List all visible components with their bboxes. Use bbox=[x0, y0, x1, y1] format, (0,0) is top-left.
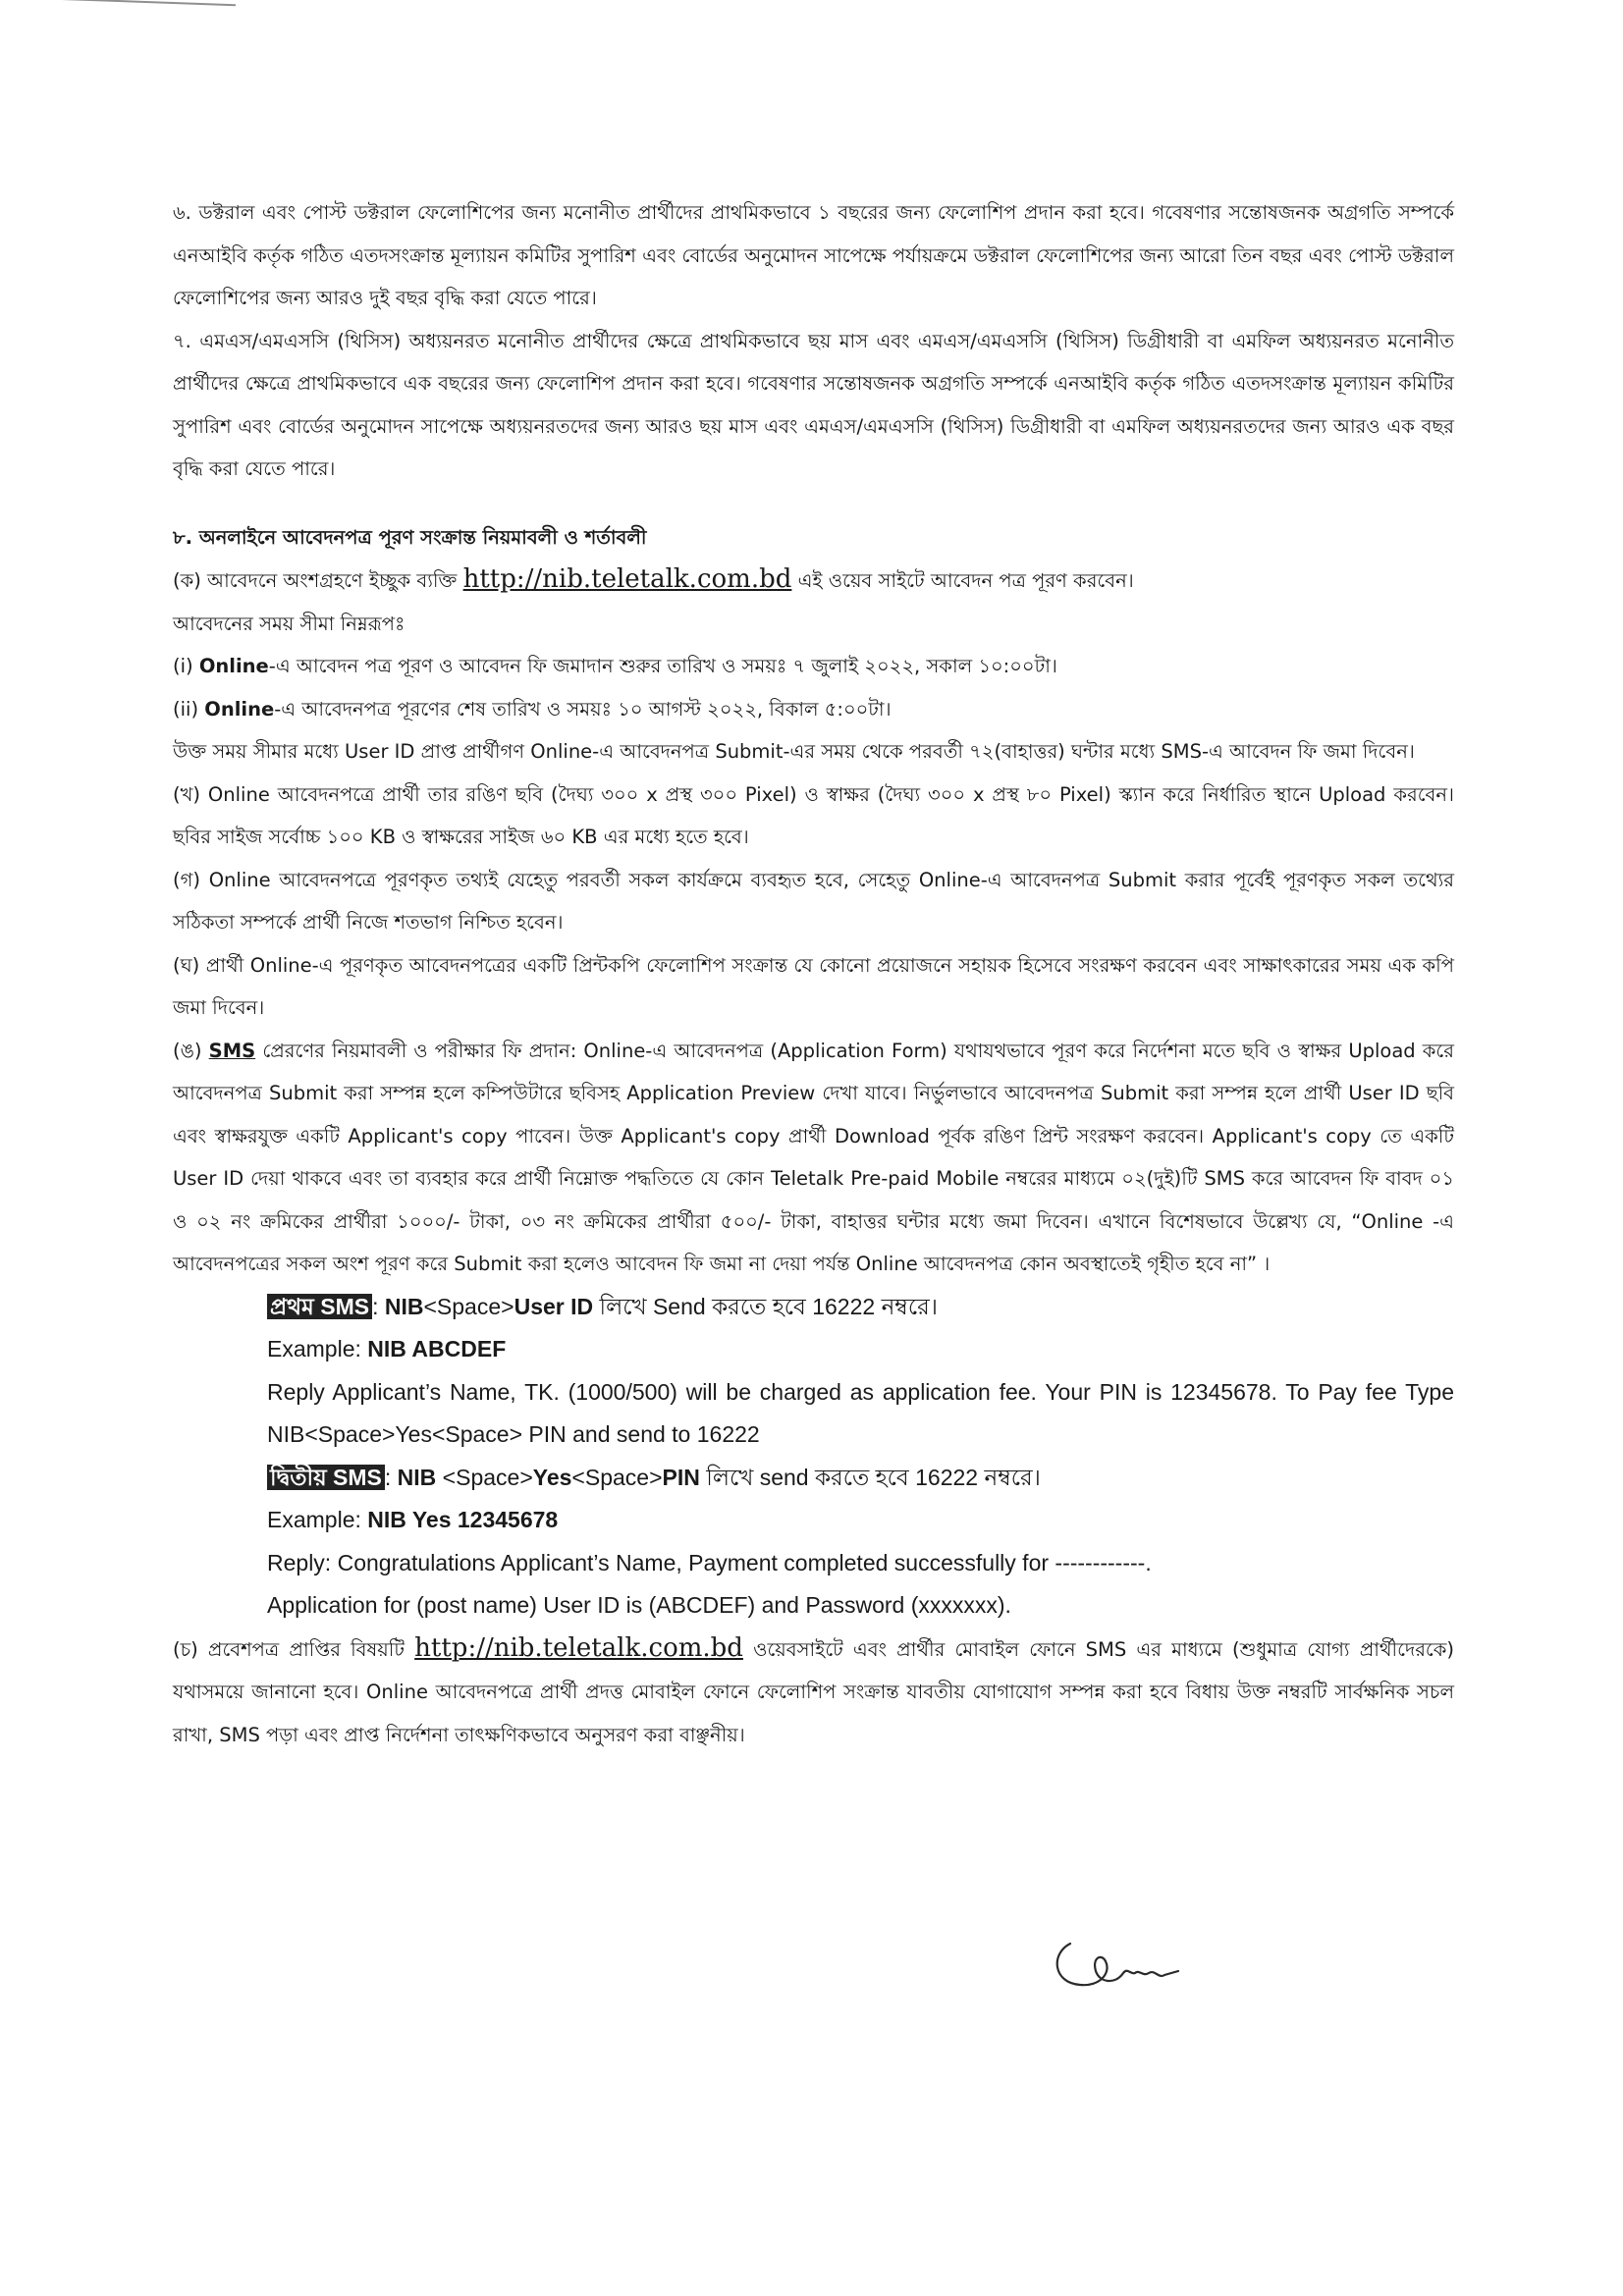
signature-image bbox=[1041, 1924, 1227, 2002]
sms1-tail: লিখে Send করতে হবে 16222 নম্বরে। bbox=[599, 1293, 938, 1319]
sms2-keyword: NIB bbox=[397, 1464, 437, 1490]
reply2-credentials: Application for (post name) User ID is (ABCDEF) and Password (xxxxxxx). bbox=[267, 1592, 1011, 1618]
example2-label: Example: bbox=[267, 1507, 361, 1532]
sms2-space-1: <Space> bbox=[442, 1464, 533, 1490]
sms2-line: দ্বিতীয় SMS : NIB <Space>Yes<Space>PIN লিখে send করতে হবে 16222 নম্বরে। bbox=[267, 1457, 1454, 1500]
reply1: Reply Applicant’s Name, TK. (1000/500) will be charged as application fee. Your PIN is 12345678. To Pay fee Type NIB<Space>Yes<Space> PIN and send to 16222 bbox=[267, 1378, 1454, 1447]
example1-line bbox=[267, 1328, 1454, 1371]
paragraph-7: ৭. এমএস/এমএসসি (থিসিস) অধ্যয়নরত মনোনীত প্রার্থীদের ক্ষেত্রে প্রাথমিকভাবে ছয় মাস এবং এমএস/এমএসসি (থিসিস) ডিগ্রীধারী বা এমফিল অধ্যয়নরত মনোনীত প্রার্থীদের ক্ষেত্রে প্রাথমিকভাবে এক বছরের জন্য ফেলোশিপ প্রদান করা হবে। গবেষণার সন্তোষজনক অগ্রগতি সম্পর্কে এনআইবি কর্তৃক গঠিত এতদসংক্রান্ত মূল্যায়ন কমিটির সুপারিশ এবং বোর্ডের অনুমোদন সাপেক্ষে অধ্যয়নরতদের জন্য আরও ছয় মাস এবং এমএস/এমএসসি (থিসিস) ডিগ্রীধারী বা এমফিল অধ্যয়নরতদের জন্য আরও এক বছর বৃদ্ধি করা যেতে পারে। bbox=[173, 329, 1454, 480]
example1-label: Example: bbox=[267, 1336, 361, 1362]
clause-cha-prefix: (চ) প্রবেশপত্র প্রাপ্তির বিষয়টি bbox=[173, 1637, 405, 1661]
sms2-yes: Yes bbox=[532, 1464, 572, 1490]
clause-ka-suffix: এই ওয়েব সাইটে আবেদন পত্র পূরণ করবেন। bbox=[797, 569, 1134, 592]
clause-cha-suffix: ওয়েবসাইটে এবং প্রার্থীর মোবাইল ফোনে SMS এর মাধ্যমে (শুধুমাত্র যোগ্য প্রার্থীদেরকে) যথাসময়ে জানানো হবে। Online আবেদনপত্রে প্রার্থী প্রদত্ত মোবাইল ফোনে ফেলোশিপ সংক্রান্ত যাবতীয় যোগাযোগ সম্পন্ন করা হবে বিধায় উক্ত নম্বরটি সার্বক্ষনিক সচল রাখা, SMS পড়া এবং প্রাপ্ত নির্দেশনা তাৎক্ষণিকভাবে অনুসরণ করা বাঞ্ছনীয়। bbox=[173, 1637, 1455, 1746]
sms1-line: প্রথম SMS : NIB<Space>User ID লিখে Send করতে হবে 16222 নম্বরে। bbox=[267, 1286, 1454, 1329]
example2-value: NIB Yes 12345678 bbox=[367, 1507, 559, 1532]
deadline-note: উক্ত সময় সীমার মধ্যে User ID প্রাপ্ত প্রার্থীগণ Online-এ আবেদনপত্র Submit-এর সময় থেকে পরবর্তী ৭২(বাহাত্তর) ঘন্টার মধ্যে SMS-এ আবেদন ফি জমা দিবেন। bbox=[173, 740, 1415, 763]
sms1-tag: প্রথম SMS bbox=[267, 1294, 372, 1319]
sms2-pin: PIN bbox=[662, 1464, 700, 1490]
clause-gha: (ঘ) প্রার্থী Online-এ পূরণকৃত আবেদনপত্রের একটি প্রিন্টকপি ফেলোশিপ সংক্রান্ত যে কোনো প্রয়োজনে সহায়ক হিসেবে সংরক্ষণ করবেন এবং সাক্ষাৎকারের সময় এক কপি জমা দিবেন। bbox=[173, 953, 1454, 1019]
item-ii-prefix: (ii) bbox=[173, 697, 199, 721]
sms1-userid: User ID bbox=[514, 1293, 594, 1319]
sms1-space: <Space> bbox=[423, 1293, 514, 1319]
paragraph-6: ৬. ডক্টরাল এবং পোস্ট ডক্টরাল ফেলোশিপের জন্য মনোনীত প্রার্থীদের প্রাথমিকভাবে ১ বছরের জন্য ফেলোশিপ প্রদান করা হবে। গবেষণার সন্তোষজনক অগ্রগতি সম্পর্কে এনআইবি কর্তৃক গঠিত এতদসংক্রান্ত মূল্যায়ন কমিটির সুপারিশ এবং বোর্ডের অনুমোদন সাপেক্ষে পর্যায়ক্রমে ডক্টরাল ফেলোশিপের জন্য আরো তিন বছর এবং পোস্ট ডক্টরাল ফেলোশিপের জন্য আরও দুই বছর বৃদ্ধি করা যেতে পারে। bbox=[173, 201, 1454, 309]
clause-kha: (খ) Online আবেদনপত্রে প্রার্থী তার রঙিণ ছবি (দৈঘ্য ৩০০ x প্রস্থ ৩০০ Pixel) ও স্বাক্ষর (দৈঘ্য ৩০০ x প্রস্থ ৮০ Pixel) স্ক্যান করে নির্ধারিত স্থানে Upload করবেন। ছবির সাইজ সর্বোচ্চ ১০০ KB ও স্বাক্ষরের সাইজ ৬০ KB এর মধ্যে হতে হবে। bbox=[173, 782, 1454, 848]
item-ii-text: -এ আবেদনপত্র পূরণের শেষ তারিখ ও সময়ঃ ১০ আগস্ট ২০২২, বিকাল ৫:০০টা। bbox=[274, 697, 892, 721]
sms1-keyword: NIB bbox=[384, 1293, 424, 1319]
document-page bbox=[173, 191, 1454, 1756]
clause-ka-prefix: (ক) আবেদনে অংশগ্রহণে ইচ্ছুক ব্যক্তি bbox=[173, 569, 458, 592]
reply2: Reply: Congratulations Applicant’s Name, Payment completed successfully for ------------. bbox=[267, 1549, 1152, 1575]
item-i-online: Online bbox=[198, 655, 269, 677]
sms2-tag: দ্বিতীয় SMS bbox=[267, 1465, 385, 1490]
clause-umo-prefix: (ঙ) bbox=[173, 1039, 202, 1062]
timeline-item-ii bbox=[173, 688, 1454, 731]
item-ii-online: Online bbox=[204, 697, 275, 721]
sms2-tail: লিখে send করতে হবে 16222 নম্বরে। bbox=[706, 1464, 1041, 1490]
clause-cha bbox=[173, 1628, 1454, 1757]
example1-value: NIB ABCDEF bbox=[367, 1336, 507, 1362]
item-i-text: -এ আবেদন পত্র পূরণ ও আবেদন ফি জমাদান শুরুর তারিখ ও সময়ঃ ৭ জুলাই ২০২২, সকাল ১০:০০টা। bbox=[268, 655, 1057, 677]
teletalk-link-2[interactable]: http://nib.teletalk.com.bd bbox=[414, 1632, 743, 1663]
sms-heading: SMS bbox=[208, 1039, 256, 1062]
clause-umo-text: প্রেরণের নিয়মাবলী ও পরীক্ষার ফি প্রদান: Online-এ আবেদনপত্র (Application Form) যথাযথভাবে পূরণ করে নির্দেশনা মতে ছবি ও স্বাক্ষর Upload করে আবেদনপত্র Submit করা সম্পন্ন হলে কম্পিউটারে ছবিসহ Application Preview দেখা যাবে। নির্ভুলভাবে আবেদনপত্র Submit করা সম্পন্ন হলে প্রার্থী User ID ছবি এবং স্বাক্ষরযুক্ত একটি Applicant's copy পাবেন। উক্ত Applicant's copy প্রার্থী Download পূর্বক রঙিণ প্রিন্ট সংরক্ষণ করবেন। Applicant's copy তে একটি User ID দেয়া থাকবে এবং তা ব্যবহার করে প্রার্থী নিম্নোক্ত পদ্ধতিতে যে কোন Teletalk Pre-paid Mobile নম্বরের মাধ্যমে ০২(দুই)টি SMS করে আবেদন ফি বাবদ ০১ ও ০২ নং ক্রমিকের প্রার্থীরা ১০০০/- টাকা, ০৩ নং ক্রমিকের প্রার্থীরা ৫০০/- টাকা, বাহাত্তর ঘন্টার মধ্যে জমা দিবেন। এখানে বিশেষভাবে উল্লেখ্য যে, “Online -এ আবেদনপত্রের সকল অংশ পূরণ করে Submit করা হলেও আবেদন ফি জমা না দেয়া পর্যন্ত Online আবেদনপত্র কোন অবস্থাতেই গৃহীত হবে না” । bbox=[173, 1039, 1454, 1275]
teletalk-link[interactable]: http://nib.teletalk.com.bd bbox=[462, 564, 792, 594]
section-8-title: ৮. অনলাইনে আবেদনপত্র পূরণ সংক্রান্ত নিয়মাবলী ও শর্তাবলী bbox=[173, 525, 647, 549]
scan-edge-mark bbox=[0, 0, 236, 20]
sms2-space-2: <Space> bbox=[571, 1464, 663, 1490]
timeline-heading: আবেদনের সময় সীমা নিম্নরূপঃ bbox=[173, 612, 406, 635]
timeline-item-i bbox=[173, 645, 1454, 688]
item-i-prefix: (i) bbox=[173, 655, 193, 677]
clause-umo bbox=[173, 1030, 1454, 1286]
sms-instructions bbox=[267, 1286, 1454, 1628]
clause-ka bbox=[173, 559, 1454, 603]
clause-ga: (গ) Online আবেদনপত্রে পূরণকৃত তথ্যই যেহেতু পরবর্তী সকল কার্যক্রমে ব্যবহৃত হবে, সেহেতু Online-এ আবেদনপত্র Submit করার পূর্বেই পূরণকৃত সকল তথ্যের সঠিকতা সম্পর্কে প্রার্থী নিজে শতভাগ নিশ্চিত হবেন। bbox=[173, 868, 1454, 934]
example2-line bbox=[267, 1499, 1454, 1542]
